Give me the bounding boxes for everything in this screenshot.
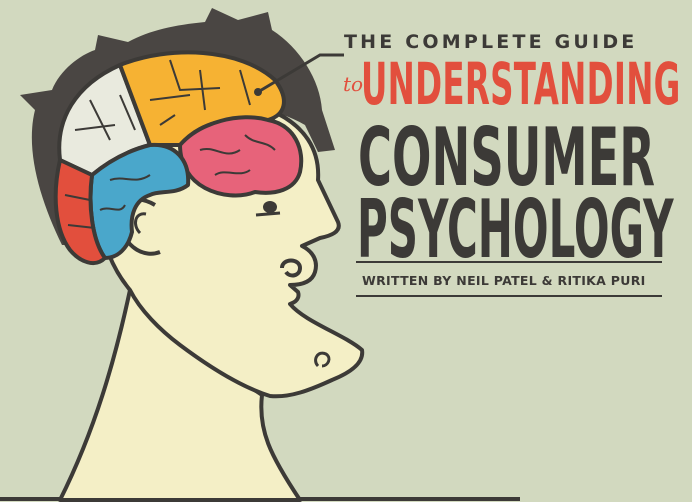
brain-pink-lobe	[180, 117, 301, 195]
eyebrow	[256, 213, 280, 215]
title-connector: to	[343, 72, 364, 96]
leader-dot	[254, 88, 262, 96]
title-line-2: UNDERSTANDING	[361, 50, 681, 118]
eye	[263, 201, 277, 213]
byline: WRITTEN BY NEIL PATEL & RITIKA PURI	[362, 273, 646, 288]
title-line-4: PSYCHOLOGY	[357, 183, 674, 276]
title-line-3: CONSUMER	[358, 111, 656, 204]
title-line-1: THE COMPLETE GUIDE	[344, 31, 638, 53]
